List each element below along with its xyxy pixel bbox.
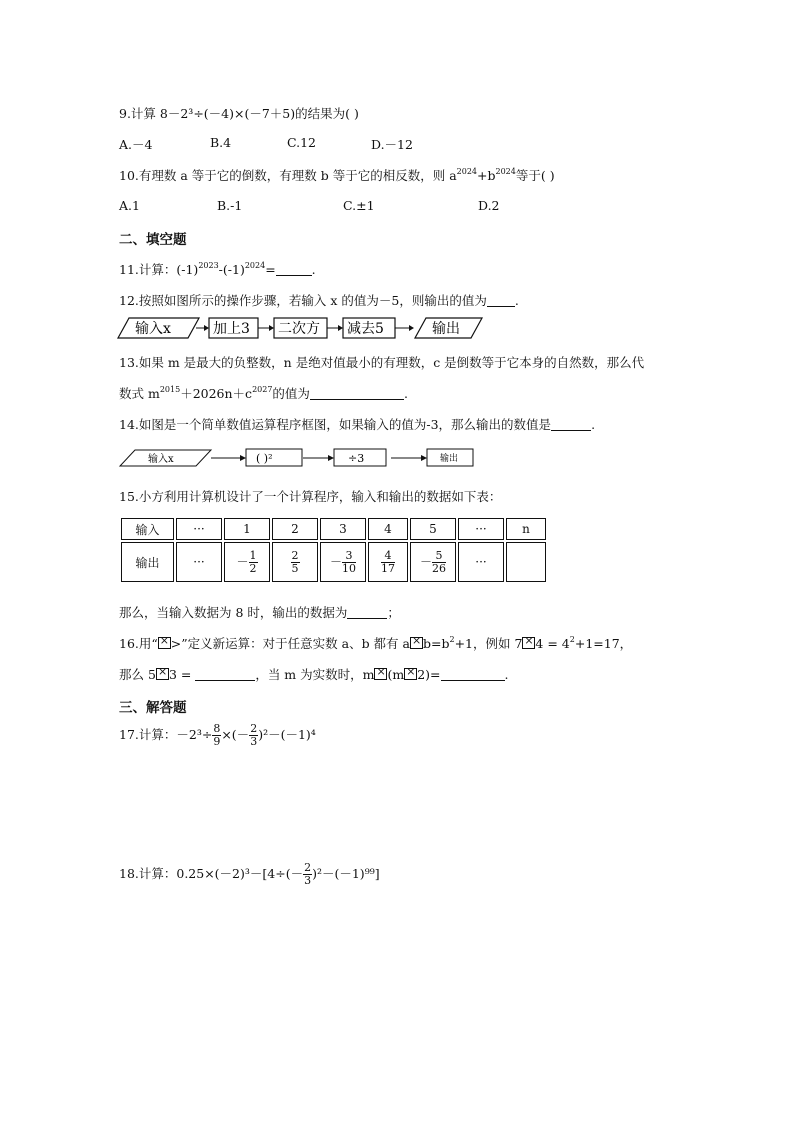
table-cell: ··· [176, 542, 222, 582]
table-cell: 输入 [121, 518, 174, 540]
fraction [381, 550, 395, 575]
q11-answer-blank[interactable] [276, 263, 312, 276]
q14-stem [119, 415, 595, 433]
q12-period: . [514, 293, 519, 308]
q14-arrowhead-2 [328, 455, 334, 461]
q16-text-five: 那么 5 [119, 667, 156, 682]
q11-exp-a: 2023 [198, 261, 219, 270]
numerator: 3 [342, 550, 356, 563]
q15-after [119, 603, 400, 621]
table-cell: 1 [224, 518, 270, 540]
q12-arrowhead-1 [204, 325, 209, 331]
q12-flowchart [116, 315, 486, 341]
q16-text-paren: (m [387, 667, 405, 682]
custom-operator-icon [410, 637, 423, 649]
q12-arrowhead-2 [269, 325, 274, 331]
q10-text-end: 等于( ) [515, 168, 555, 183]
table-cell: 2 [272, 518, 318, 540]
q17-stem [119, 723, 316, 748]
q15-input-row [121, 518, 546, 540]
denominator: 9 [213, 735, 221, 748]
q17-text-end: )²－(－1)⁴ [258, 727, 316, 742]
q9-option-d: D.－12 [371, 137, 413, 152]
q14-text: 14.如图是一个简单数值运算程序框图，如果输入的值为-3，那么输出的数值是 [119, 417, 552, 432]
q16-text-four: 4 = 4 [535, 636, 570, 651]
q13-line2 [119, 384, 408, 402]
section-fill-in-heading: 二、填空题 [119, 232, 187, 248]
fraction [432, 550, 446, 575]
table-cell: 5 [410, 518, 456, 540]
table-cell [506, 542, 546, 582]
fraction [249, 723, 258, 748]
q13-line1: 13.如果 m 是最大的负整数，n 是绝对值最小的有理数，c 是倒数等于它本身的自然数，那么代 [119, 355, 645, 370]
q15-output-row [121, 542, 546, 582]
denominator: 26 [432, 561, 446, 575]
q9-stem: 9.计算 8－2³÷(－4)×(－7＋5)的结果为( ) [119, 106, 359, 121]
q18-text: 18.计算：0.25×(－2)³－[4÷(－ [119, 866, 304, 881]
q13-text-mid: ＋2026n＋c [180, 386, 253, 401]
q15-io-table [119, 516, 548, 584]
q11-stem [119, 260, 316, 278]
q16-text: 16.用“ [119, 636, 158, 651]
section-solve-heading: 三、解答题 [119, 700, 187, 716]
q12-flow-output: 输出 [432, 321, 460, 337]
q9-option-a: A.－4 [119, 137, 153, 152]
q15-after-text: 那么，当输入数据为 8 时，输出的数据为 [119, 605, 348, 620]
denominator: 10 [342, 561, 356, 575]
numerator: 8 [213, 722, 221, 735]
q11-text: 11.计算：(-1) [119, 262, 199, 277]
q11-text-eq: = [265, 262, 276, 277]
table-cell [368, 542, 408, 582]
q16-line1 [119, 634, 632, 652]
q13-period: . [403, 386, 408, 401]
q10-text: 10.有理数 a 等于它的倒数，有理数 b 等于它的相反数，则 a [119, 168, 457, 183]
q12-flow-step1: 加上3 [213, 321, 250, 337]
q13-text-end: 的值为 [272, 386, 310, 401]
q13-exp-b: 2027 [252, 385, 273, 394]
table-cell [320, 542, 366, 582]
q16-text-def: ”定义新运算：对于任意实数 a、b 都有 a [181, 636, 410, 651]
numerator: 5 [432, 550, 446, 563]
numerator: 2 [304, 861, 312, 874]
custom-operator-tail-icon: > [170, 636, 182, 651]
q14-flow-input: 输入x [148, 454, 174, 465]
table-cell [410, 542, 456, 582]
custom-operator-icon [156, 668, 169, 680]
q9-option-c: C.12 [287, 135, 316, 150]
q12-stem [119, 291, 519, 309]
sign: － [236, 554, 249, 569]
table-cell: 3 [320, 518, 366, 540]
q13-answer-blank[interactable] [310, 387, 404, 400]
numerator: 2 [291, 548, 299, 562]
table-cell: 4 [368, 518, 408, 540]
custom-operator-icon [522, 637, 535, 649]
q16-text-m: ，当 m 为实数时，m [255, 667, 375, 682]
q16-text-three: 3 = [168, 667, 196, 682]
q14-arrowhead-3 [421, 455, 427, 461]
q16-answer-blank-1[interactable] [195, 668, 255, 681]
q11-period: . [311, 262, 316, 277]
q15-answer-blank[interactable] [347, 606, 387, 619]
q12-text: 12.按照如图所示的操作步骤，若输入 x 的值为－5，则输出的值为 [119, 293, 487, 308]
table-cell: ··· [458, 542, 504, 582]
q12-answer-blank[interactable] [487, 294, 515, 307]
denominator: 5 [291, 561, 299, 575]
denominator: 3 [250, 735, 258, 748]
q9-option-b: B.4 [210, 135, 232, 150]
q14-flowchart [118, 445, 478, 471]
q12-flow-step2: 二次方 [278, 321, 320, 337]
q14-step1-box [246, 449, 302, 466]
q12-arrowhead-3 [338, 325, 343, 331]
q16-text-b: b=b [422, 636, 450, 651]
q14-answer-blank[interactable] [551, 418, 591, 431]
q10-option-b: B.-1 [217, 198, 243, 213]
table-cell [224, 542, 270, 582]
q16-text-eg: +1，例如 7 [454, 636, 523, 651]
fraction [212, 723, 221, 748]
custom-operator-icon [404, 668, 417, 680]
fraction [249, 550, 258, 575]
table-cell: 输出 [121, 542, 174, 582]
q12-arrowhead-4 [409, 325, 414, 331]
q16-text-two: 2)= [417, 667, 441, 682]
denominator: 17 [381, 561, 395, 575]
q10-stem [119, 166, 555, 184]
q13-text: 数式 m [119, 386, 160, 401]
numerator: 2 [250, 722, 258, 735]
q10-text-mid: +b [477, 168, 496, 183]
sign: － [419, 554, 432, 569]
q17-text: 17.计算：－2³÷ [119, 727, 213, 742]
q10-exp-b: 2024 [495, 167, 516, 176]
fraction [303, 862, 312, 887]
q10-option-a: A.1 [119, 198, 140, 213]
q10-option-d: D.2 [478, 198, 500, 213]
q12-flow-step3: 减去5 [347, 321, 384, 337]
q11-text-mid: -(-1) [218, 262, 245, 277]
q14-arrowhead-1 [240, 455, 246, 461]
table-cell: n [506, 518, 546, 540]
q14-flow-output: 输出 [440, 454, 459, 464]
q18-text-end: )²－(－1)⁹⁹] [312, 866, 380, 881]
q16-exp: 2 [569, 635, 575, 644]
q16-exp: 2 [449, 635, 455, 644]
q14-flow-step2: ÷3 [348, 452, 365, 465]
q16-period: . [504, 667, 509, 682]
table-cell [272, 542, 318, 582]
q15-semicolon: ； [387, 605, 400, 620]
fraction [342, 550, 356, 575]
q14-period: . [591, 417, 596, 432]
q11-exp-b: 2024 [244, 261, 266, 270]
fraction [291, 550, 300, 575]
denominator: 2 [249, 561, 257, 575]
q13-exp-a: 2015 [159, 385, 181, 394]
numerator: 4 [381, 550, 395, 563]
numerator: 1 [249, 548, 257, 562]
table-cell: ··· [176, 518, 222, 540]
q18-stem [119, 862, 380, 887]
q10-exp-a: 2024 [456, 167, 478, 176]
q16-line2 [119, 665, 509, 683]
q16-text-result: +1=17， [574, 636, 633, 651]
custom-operator-icon [158, 637, 171, 649]
q17-text-mid: ×(－ [221, 727, 250, 742]
denominator: 3 [304, 874, 312, 887]
q10-option-c: C.±1 [343, 198, 375, 213]
table-cell: ··· [458, 518, 504, 540]
custom-operator-icon [374, 668, 387, 680]
q16-answer-blank-2[interactable] [441, 668, 505, 681]
q12-flow-input: 输入x [135, 321, 171, 337]
q15-stem: 15.小方利用计算机设计了一个计算程序，输入和输出的数据如下表： [119, 489, 502, 504]
sign: － [329, 554, 342, 569]
q14-flow-step1: ( )² [256, 452, 273, 465]
